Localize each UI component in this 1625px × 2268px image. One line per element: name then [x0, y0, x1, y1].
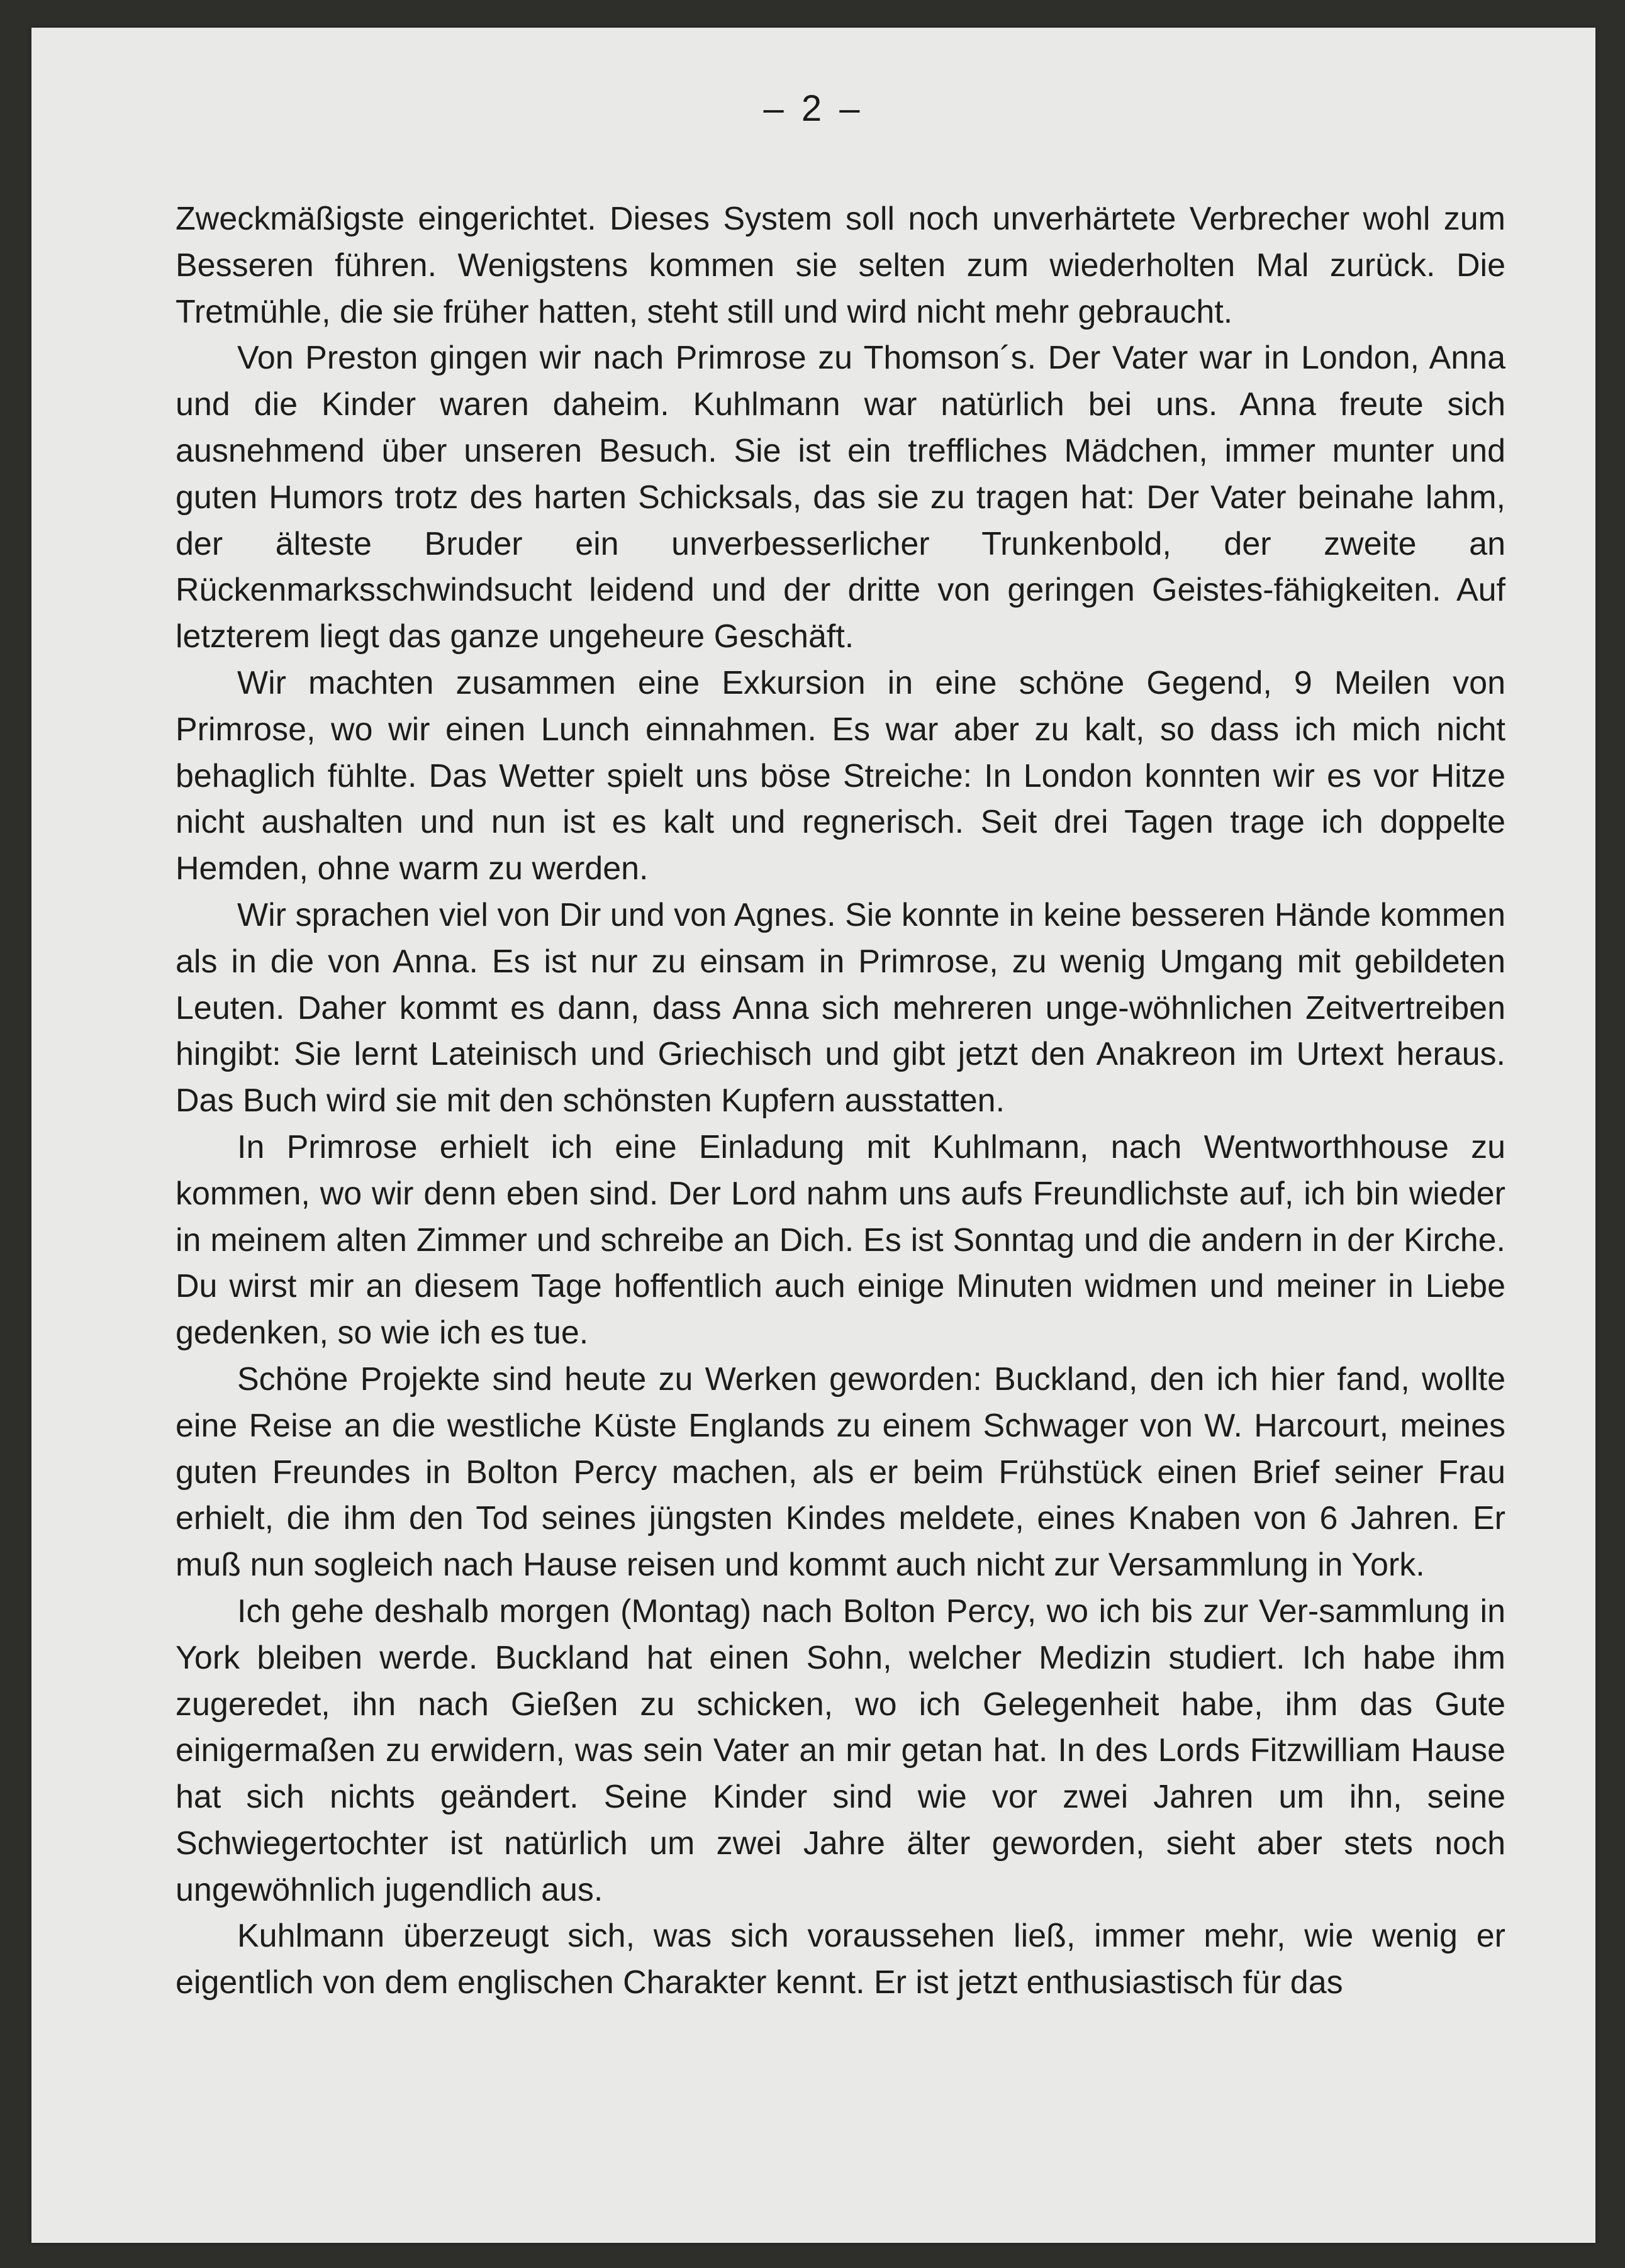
letter-body [176, 196, 1505, 2006]
page-number: – 2 – [763, 88, 864, 129]
paragraph: Wir sprachen viel von Dir und von Agnes. Sie konnte in keine besseren Hände kommen als in die von Anna. Es ist nur zu einsam in Primrose, zu wenig Umgang mit gebildeten Leuten. Daher kommt es dann, dass Anna sich mehreren unge-wöhnlichen Zeitvertreiben hingibt: Sie lernt Lateinisch und Griechisch und gibt jetzt den Anakreon im Urtext heraus. Das Buch wird sie mit den schönsten Kupfern ausstatten. [176, 896, 1505, 1120]
paragraph: Kuhlmann überzeugt sich, was sich voraussehen ließ, immer mehr, wie wenig er eigentlich von dem englischen Charakter kennt. Er ist jetzt enthusiastisch für das [176, 1918, 1505, 2001]
paragraph: Zweckmäßigste eingerichtet. Dieses System soll noch unverhärtete Verbrecher wohl zum Besseren führen. Wenigstens kommen sie selten zum wiederholten Mal zurück. Die Tretmühle, die sie früher hatten, steht still und wird nicht mehr gebraucht. [176, 201, 1505, 330]
paragraph: Ich gehe deshalb morgen (Montag) nach Bolton Percy, wo ich bis zur Ver-sammlung in York bleiben werde. Buckland hat einen Sohn, welcher Medizin studiert. Ich habe ihm zugeredet, ihn nach Gießen zu schicken, wo ich Gelegenheit habe, ihm das Gute einigermaßen zu erwidern, was sein Vater an mir getan hat. In des Lords Fitzwilliam Hause hat sich nichts geändert. Seine Kinder sind wie vor zwei Jahren um ihn, seine Schwiegertochter ist natürlich um zwei Jahre älter geworden, sieht aber stets noch ungewöhnlich jugendlich aus. [176, 1593, 1505, 1908]
paragraph: Schöne Projekte sind heute zu Werken geworden: Buckland, den ich hier fand, wollte eine Reise an die westliche Küste Englands zu einem Schwager von W. Harcourt, meines guten Freundes in Bolton Percy machen, als er beim Frühstück einen Brief seiner Frau erhielt, die ihm den Tod seines jüngsten Kindes meldete, eines Knaben von 6 Jahren. Er muß nun sogleich nach Hause reisen und kommt auch nicht zur Versammlung in York. [176, 1360, 1505, 1584]
paragraph: Wir machten zusammen eine Exkursion in eine schöne Gegend, 9 Meilen von Primrose, wo wir einen Lunch einnahmen. Es war aber zu kalt, so dass ich mich nicht behaglich fühlte. Das Wetter spielt uns böse Streiche: In London konnten wir es vor Hitze nicht aushalten und nun ist es kalt und regnerisch. Seit drei Tagen trage ich doppelte Hemden, ohne warm zu werden. [176, 664, 1505, 887]
paragraph: In Primrose erhielt ich eine Einladung mit Kuhlmann, nach Wentworthhouse zu kommen, wo wir denn eben sind. Der Lord nahm uns aufs Freundlichste auf, ich bin wieder in meinem alten Zimmer und schreibe an Dich. Es ist Sonntag und die andern in der Kirche. Du wirst mir an diesem Tage hoffentlich auch einige Minuten widmen und meiner in Liebe gedenken, so wie ich es tue. [176, 1128, 1505, 1352]
document-page [31, 28, 1595, 2243]
paragraph: Von Preston gingen wir nach Primrose zu Thomson´s. Der Vater war in London, Anna und die Kinder waren daheim. Kuhlmann war natürlich bei uns. Anna freute sich ausnehmend über unseren Besuch. Sie ist ein treffliches Mädchen, immer munter und guten Humors trotz des harten Schicksals, das sie zu tragen hat: Der Vater beinahe lahm, der älteste Bruder ein unverbesserlicher Trunkenbold, der zweite an Rückenmarksschwindsucht leidend und der dritte von geringen Geistes-fähigkeiten. Auf letzterem liegt das ganze ungeheure Geschäft. [176, 340, 1505, 655]
